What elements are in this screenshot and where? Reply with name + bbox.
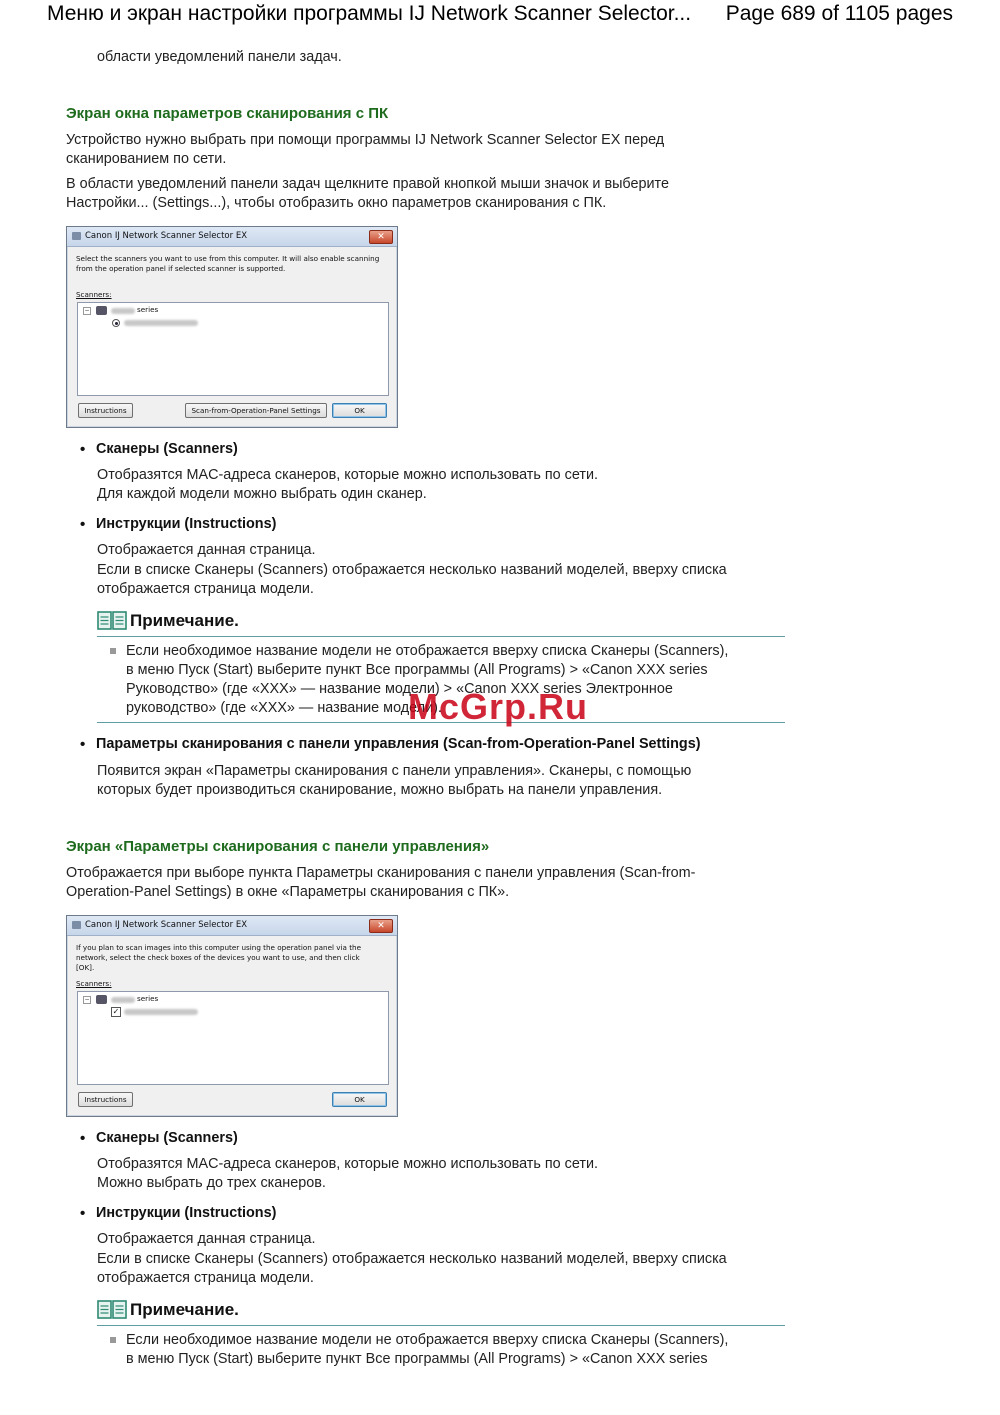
instructions-desc-line1: Отображается данная страница.: [97, 1231, 316, 1247]
note-label: Примечание.: [130, 1300, 239, 1319]
model-name-redacted: [111, 997, 135, 1003]
note-line4: руководство» (где «XXX» — название модели).: [126, 700, 442, 716]
dialog-instructions-line2: network, select the check boxes of the devices you want to use, and then click: [76, 953, 360, 962]
section2-heading: Экран «Параметры сканирования с панели управления»: [66, 838, 490, 855]
scanners-desc-line2: Для каждой модели можно выбрать один сканер.: [97, 486, 427, 502]
note-line1: Если необходимое название модели не отображается вверху списка Сканеры (Scanners),: [126, 643, 729, 659]
scanners-label: Scanners:: [76, 290, 112, 299]
scanner-series-label: series: [137, 994, 159, 1003]
scanners-desc-line1: Отобразятся MAC-адреса сканеров, которые можно использовать по сети.: [97, 467, 598, 483]
bullet-instructions: • Инструкции (Instructions): [80, 1205, 276, 1221]
mac-address-redacted: [124, 320, 198, 326]
note-line2: в меню Пуск (Start) выберите пункт Все программы (All Programs) > «Canon XXX series: [126, 662, 708, 678]
section2-para1-line1: Отображается при выборе пункта Параметры сканирования с панели управления (Scan-from-: [66, 865, 696, 881]
scan-from-panel-settings-button[interactable]: Scan-from-Operation-Panel Settings: [185, 403, 327, 418]
panel-settings-dialog: [66, 915, 398, 1117]
scan-from-panel-desc-line1: Появится экран «Параметры сканирования с панели управления». Сканеры, с помощью: [97, 763, 692, 779]
section1-para1-line2: сканированием по сети.: [66, 151, 227, 167]
instructions-desc-line2: Если в списке Сканеры (Scanners) отображается несколько названий моделей, вверху списка: [97, 1251, 727, 1267]
scanner-series-label: series: [137, 305, 159, 314]
instructions-desc-line3: отображается страница модели.: [97, 1270, 314, 1286]
section2-para1-line2: Operation-Panel Settings) в окне «Параметры сканирования с ПК».: [66, 884, 510, 900]
dialog-instructions-line1: If you plan to scan images into this computer using the operation panel via the: [76, 943, 362, 952]
app-icon: [72, 921, 81, 929]
section1-para2-line1: В области уведомлений панели задач щелкните правой кнопкой мыши значок и выберите: [66, 176, 669, 192]
collapse-icon[interactable]: −: [84, 996, 90, 1003]
note-line3: Руководство» (где «XXX» — название модели) > «Canon XXX series Электронное: [126, 681, 673, 697]
scanner-icon: [96, 306, 107, 315]
intro-tail-text: области уведомлений панели задач.: [97, 49, 342, 65]
section1-para1-line1: Устройство нужно выбрать при помощи программы IJ Network Scanner Selector EX перед: [66, 132, 665, 148]
bullet-instructions: • Инструкции (Instructions): [80, 516, 276, 532]
instructions-desc-line2: Если в списке Сканеры (Scanners) отображается несколько названий моделей, вверху списка: [97, 562, 727, 578]
scanner-radio[interactable]: [112, 319, 120, 327]
dialog-instructions-line1: Select the scanners you want to use from this computer. It will also enable scanning: [76, 254, 380, 263]
document-title: Меню и экран настройки программы IJ Network Scanner Selector...: [47, 2, 692, 25]
dialog-title: Canon IJ Network Scanner Selector EX: [85, 231, 248, 241]
model-name-redacted: [111, 308, 135, 314]
collapse-icon[interactable]: −: [84, 307, 90, 314]
dialog-instructions-line2: from the operation panel if selected scanner is supported.: [76, 264, 286, 273]
book-icon: [97, 610, 127, 632]
bullet-scan-from-panel: • Параметры сканирования с панели управления (Scan-from-Operation-Panel Settings): [80, 736, 701, 752]
section1-heading: Экран окна параметров сканирования с ПК: [66, 105, 389, 122]
scanner-icon: [96, 995, 107, 1004]
instructions-desc-line3: отображается страница модели.: [97, 581, 314, 597]
scanners-desc-line2: Можно выбрать до трех сканеров.: [97, 1175, 326, 1191]
bullet-scanners: • Сканеры (Scanners): [80, 441, 238, 457]
ok-button[interactable]: OK: [332, 403, 387, 418]
scan-from-panel-desc-line2: которых будет производиться сканирование, можно выбрать на панели управления.: [97, 782, 663, 798]
dialog-instructions-line3: [OK].: [76, 963, 95, 972]
scanner-selector-dialog: [66, 226, 398, 428]
instructions-button[interactable]: Instructions: [78, 1092, 133, 1107]
scanners-label: Scanners:: [76, 979, 112, 988]
app-icon: [72, 232, 81, 240]
note-header: [97, 1299, 785, 1326]
instructions-button[interactable]: Instructions: [78, 403, 133, 418]
scanner-checkbox[interactable]: ✓: [112, 1007, 120, 1016]
note-line1: Если необходимое название модели не отображается вверху списка Сканеры (Scanners),: [126, 1332, 729, 1348]
page-counter: Page 689 of 1105 pages: [725, 2, 953, 25]
section1-para2-line2: Настройки... (Settings...), чтобы отобразить окно параметров сканирования с ПК.: [66, 195, 607, 211]
dialog-titlebar: [67, 916, 397, 936]
note-item: [110, 1331, 728, 1369]
scanners-tree[interactable]: [77, 991, 389, 1085]
scanners-tree[interactable]: [77, 302, 389, 396]
note-header: [97, 610, 785, 637]
close-icon[interactable]: ✕: [369, 230, 393, 244]
dialog-titlebar: [67, 227, 397, 247]
book-icon: [97, 1299, 127, 1321]
note-line2: в меню Пуск (Start) выберите пункт Все программы (All Programs) > «Canon XXX series: [126, 1351, 708, 1367]
close-icon[interactable]: ✕: [369, 919, 393, 933]
bullet-scanners: • Сканеры (Scanners): [80, 1130, 238, 1146]
note-label: Примечание.: [130, 611, 239, 630]
dialog-title: Canon IJ Network Scanner Selector EX: [85, 920, 248, 930]
instructions-desc-line1: Отображается данная страница.: [97, 542, 316, 558]
ok-button[interactable]: OK: [332, 1092, 387, 1107]
scanners-desc-line1: Отобразятся MAC-адреса сканеров, которые можно использовать по сети.: [97, 1156, 598, 1172]
watermark: McGrp.Ru: [408, 686, 589, 727]
mac-address-redacted: [124, 1009, 198, 1015]
